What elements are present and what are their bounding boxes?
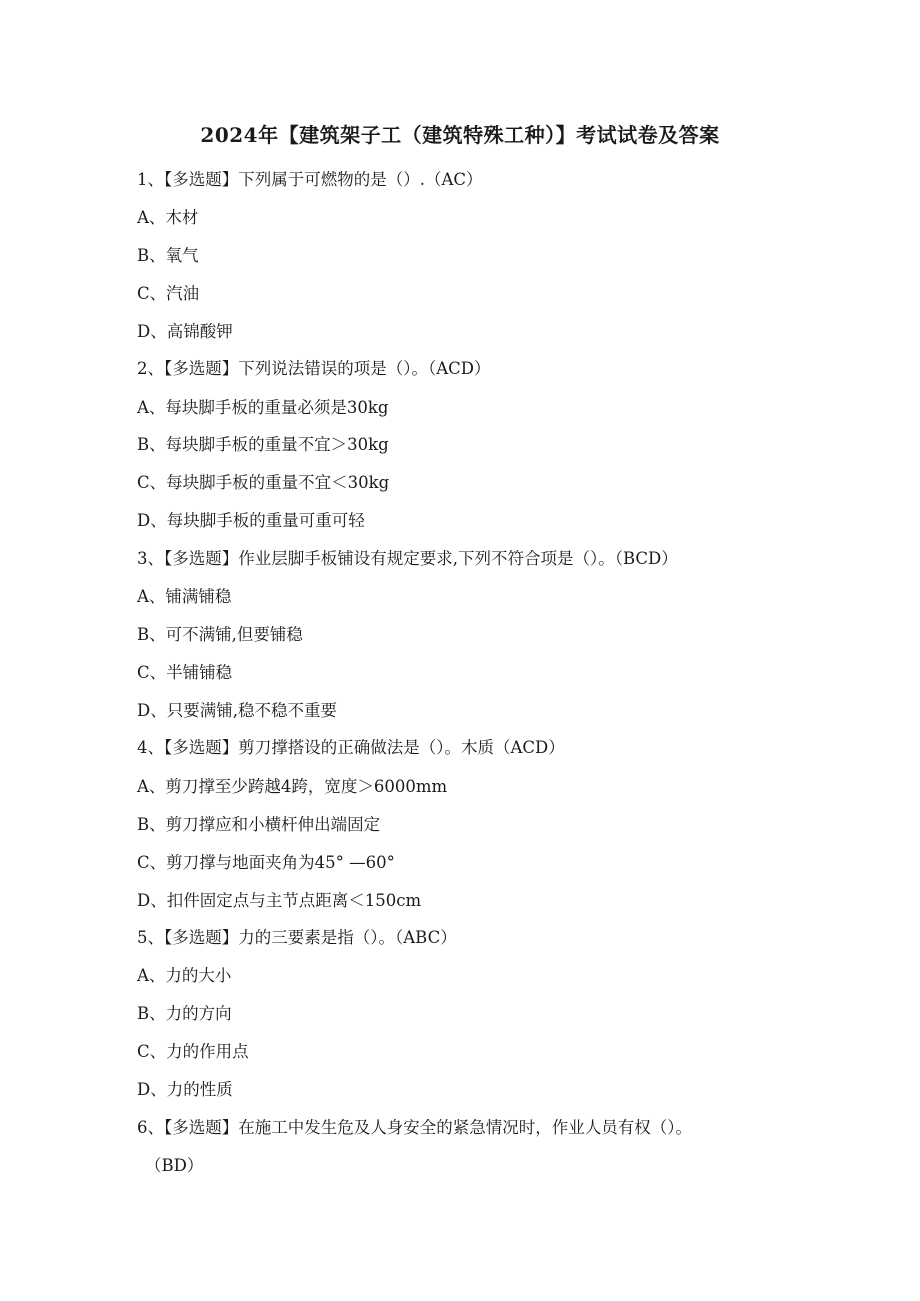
question-4-option-a: A、剪刀撑至少跨越4跨，宽度＞6000mm (137, 777, 448, 796)
question-3: 3、【多选题】作业层脚手板铺设有规定要求,下列不符合项是（）。（BCD） (137, 549, 678, 568)
question-2: 2、【多选题】下列说法错误的项是（）。（ACD） (137, 359, 491, 378)
question-3-option-c: C、半铺铺稳 (137, 663, 233, 682)
question-4-option-d: D、扣件固定点与主节点距离＜150cm (137, 891, 422, 910)
question-5-option-c: C、力的作用点 (137, 1042, 249, 1061)
question-2-option-d: D、每块脚手板的重量可重可轻 (137, 511, 365, 530)
document-title: 2024年【建筑架子工（建筑特殊工种）】考试试卷及答案 (200, 123, 720, 147)
question-4: 4、【多选题】剪刀撑搭设的正确做法是（）。木质（ACD） (137, 738, 565, 757)
question-1-option-b: B、氧气 (137, 246, 199, 265)
question-3-option-a: A、铺满铺稳 (137, 587, 232, 606)
question-1-option-c: C、汽油 (137, 284, 200, 303)
question-5-option-d: D、力的性质 (137, 1080, 233, 1099)
question-1-option-a: A、木材 (137, 208, 199, 227)
question-2-option-b: B、每块脚手板的重量不宜＞30kg (137, 435, 389, 454)
question-3-option-b: B、可不满铺,但要铺稳 (137, 625, 303, 644)
question-1-option-d: D、高锦酸钾 (137, 322, 233, 341)
question-2-option-c: C、每块脚手板的重量不宜＜30kg (137, 473, 390, 492)
question-5: 5、【多选题】力的三要素是指（）。（ABC） (137, 928, 457, 947)
question-6-answer: （BD） (145, 1156, 204, 1175)
question-4-option-b: B、剪刀撑应和小横杆伸出端固定 (137, 815, 381, 834)
question-3-option-d: D、只要满铺,稳不稳不重要 (137, 701, 337, 720)
question-5-option-b: B、力的方向 (137, 1004, 232, 1023)
question-1: 1、【多选题】下列属于可燃物的是（）.（AC） (137, 170, 483, 189)
question-5-option-a: A、力的大小 (137, 966, 232, 985)
question-4-option-c: C、剪刀撑与地面夹角为45° —60° (137, 853, 395, 872)
question-2-option-a: A、每块脚手板的重量必须是30kg (137, 398, 389, 417)
question-6: 6、【多选题】在施工中发生危及人身安全的紧急情况时，作业人员有权（）。 (137, 1118, 692, 1137)
